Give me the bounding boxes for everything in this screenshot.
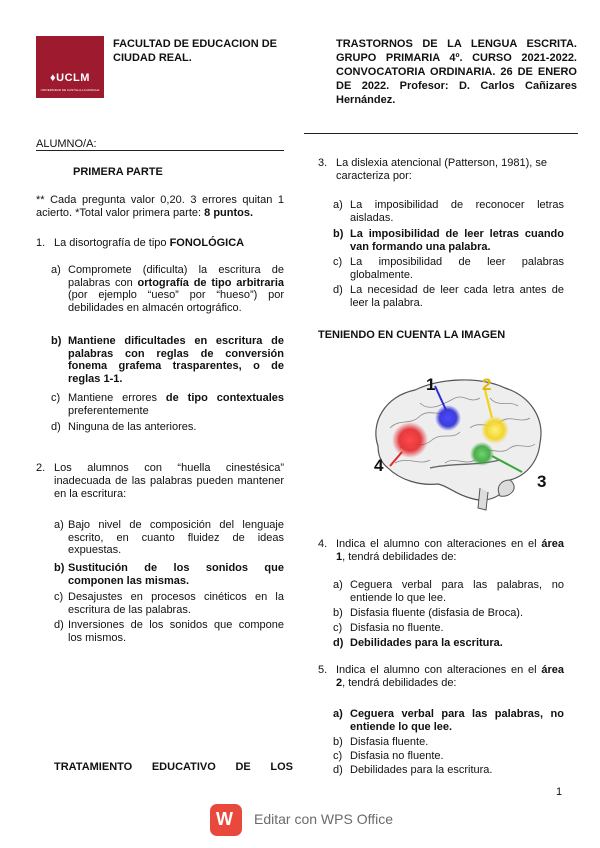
option-letter: c): [333, 256, 343, 268]
area-2-blob: [481, 416, 509, 444]
option-text: La imposibilidad de reconocer letras aisladas.: [350, 199, 564, 224]
option-text: Bajo nivel de composición del lenguaje escrito, en cuanto fluidez de ideas expuestas.: [68, 519, 284, 556]
option-bold: de tipo contextuales: [165, 392, 284, 404]
instructions-text: ** Cada pregunta valor 0,20. 3 errores quitan 1 acierto. *Total valor primera parte:: [36, 194, 284, 219]
option-text: Ninguna de las anteriores.: [68, 421, 197, 433]
option-text: Debilidades para la escritura.: [350, 764, 493, 776]
option-letter: a): [333, 579, 343, 591]
brain-figure: [360, 368, 560, 518]
option-letter: c): [51, 392, 61, 404]
stem-bold: FONOLÓGICA: [169, 237, 245, 249]
faculty-name: FACULTAD DE EDUCACION DE CIUDAD REAL.: [113, 38, 277, 64]
question-2-option-d: [54, 619, 284, 644]
question-1-stem: [54, 237, 284, 250]
wps-logo-icon[interactable]: [210, 804, 242, 836]
option-text: Debilidades para la escritura.: [350, 637, 503, 649]
stem-text: Indica el alumno con alteraciones en el: [336, 664, 542, 676]
question-3-stem: La dislexia atencional (Patterson, 1981), se caracteriza por:: [336, 157, 547, 182]
option-letter: b): [54, 562, 65, 574]
area-1-blob: [435, 405, 461, 431]
area-3-blob: [470, 442, 494, 466]
option-letter: b): [333, 228, 344, 240]
heading-word: DE: [235, 761, 251, 773]
option-letter: d): [333, 764, 343, 776]
heading-word: LOS: [270, 761, 293, 773]
option-letter: a): [333, 199, 343, 211]
question-2-number: 2.: [36, 462, 46, 474]
instructions: [36, 194, 284, 220]
option-text: Desajustes en procesos cinéticos en la escritura de las palabras.: [68, 591, 284, 616]
image-section-title: TENIENDO EN CUENTA LA IMAGEN: [318, 329, 506, 341]
question-1-option-d: [51, 421, 284, 434]
option-text: Sustitución de los sonidos que componen las mismas.: [68, 562, 284, 587]
heading-word: TRATAMIENTO: [54, 761, 133, 773]
option-bold: ortografía de tipo arbitraria: [137, 276, 284, 289]
question-5-option-b: [333, 736, 564, 749]
question-1-option-c: [51, 392, 284, 417]
option-letter: c): [333, 622, 343, 634]
option-text: Compromete (dificulta) la escritura de palabras con: [68, 264, 284, 289]
option-text-end: (por ejemplo “ueso” por “hueso”) por debilidades en almacén ortográfico.: [68, 289, 284, 314]
brain-label-3: 3: [537, 472, 547, 491]
question-1-number: 1.: [36, 237, 46, 249]
question-5-stem: [336, 664, 564, 690]
option-letter: d): [333, 637, 344, 649]
option-letter: a): [54, 519, 64, 531]
stem-text-end: , tendrá debilidades de:: [342, 551, 457, 563]
wps-icon-letter: W: [216, 809, 233, 829]
option-text: La necesidad de leer cada letra antes de leer la palabra.: [350, 284, 564, 309]
option-text: Disfasia no fluente.: [350, 750, 444, 762]
option-text: Disfasia no fluente.: [350, 622, 444, 634]
header-rule: [304, 133, 578, 134]
question-3-option-b: [333, 228, 564, 253]
question-5-option-c: [333, 750, 564, 763]
area-4-blob: [392, 422, 428, 458]
bottom-heading: [54, 761, 293, 774]
question-3-option-d: [333, 284, 564, 309]
part-title: PRIMERA PARTE: [73, 166, 163, 178]
question-4-option-b: [333, 607, 564, 620]
option-letter: b): [51, 335, 62, 347]
option-letter: a): [51, 264, 61, 276]
option-text-end: preferentemente: [68, 404, 149, 417]
option-text: Disfasia fluente (disfasia de Broca).: [350, 607, 524, 619]
question-2-option-c: [54, 591, 284, 616]
wps-edit-link[interactable]: Editar con WPS Office: [254, 811, 394, 827]
option-letter: c): [333, 750, 343, 762]
option-letter: d): [54, 619, 64, 631]
option-letter: d): [51, 421, 61, 433]
question-4-option-c: [333, 622, 564, 635]
stem-text: La disortografía de tipo: [54, 237, 170, 249]
option-text: Ceguera verbal para las palabras, no entiende lo que lee.: [350, 708, 564, 733]
stem-text: Indica el alumno con alteraciones en el: [336, 538, 542, 550]
logo-text: ♦UCLM: [50, 72, 90, 84]
option-letter: a): [333, 708, 343, 720]
option-text: Inversiones de los sonidos que compone los mismos.: [68, 619, 284, 644]
question-5-option-d: [333, 764, 564, 777]
stem-text-end: , tendrá debilidades de:: [342, 677, 457, 689]
brain-label-4: 4: [374, 456, 384, 475]
option-letter: c): [54, 591, 64, 603]
option-text: La imposibilidad de leer letras cuando van formando una palabra.: [350, 228, 564, 253]
question-4-stem: [336, 538, 564, 564]
student-label: ALUMNO/A:: [36, 138, 97, 150]
instructions-points: 8 puntos.: [204, 207, 254, 219]
option-letter: b): [333, 607, 343, 619]
student-line: [36, 150, 284, 151]
question-1-option-a: [51, 264, 284, 314]
question-5-option-a: [333, 708, 564, 733]
option-text: Disfasia fluente.: [350, 736, 429, 748]
course-info: TRASTORNOS DE LA LENGUA ESCRITA. GRUPO PRIMARIA 4º. CURSO 2021-2022. CONVOCATORIA ORDINARIA. 26 DE ENERO DE 2022. Profesor: D. Carlos Cañizares Hernández.: [336, 38, 577, 106]
stem-bold: área 2: [336, 664, 564, 689]
question-3-option-c: [333, 256, 564, 281]
option-letter: d): [333, 284, 343, 296]
question-4-option-d: [333, 637, 564, 650]
option-text: La imposibilidad de leer palabras globalmente.: [350, 256, 564, 281]
question-1-option-b: [51, 335, 284, 385]
page-number: 1: [556, 786, 563, 798]
option-text: Mantiene dificultades en escritura de palabras con reglas de conversión fonema grafema trasparentes, o de reglas 1-1.: [68, 335, 284, 385]
question-4-number: 4.: [318, 538, 328, 550]
question-3-number: 3.: [318, 157, 328, 169]
question-5-number: 5.: [318, 664, 328, 676]
question-2-option-b: [54, 562, 284, 587]
question-4-option-a: [333, 579, 564, 604]
question-2-stem: Los alumnos con “huella cinestésica” inadecuada de las palabras pueden mantener en la escritura:: [54, 462, 284, 500]
stem-bold: área 1: [336, 538, 564, 563]
option-text: Ceguera verbal para las palabras, no entiende lo que lee.: [350, 579, 564, 604]
option-letter: b): [333, 736, 343, 748]
heading-word: EDUCATIVO: [151, 761, 216, 773]
option-text: Mantiene errores: [68, 392, 166, 404]
uclm-logo: [36, 36, 104, 98]
logo-subtext: UNIVERSIDAD DE CASTILLA-LA MANCHA: [40, 88, 100, 92]
question-3-option-a: [333, 199, 564, 224]
brain-label-2: 2: [482, 375, 492, 394]
question-2-option-a: [54, 519, 284, 557]
brain-label-1: 1: [426, 375, 436, 394]
